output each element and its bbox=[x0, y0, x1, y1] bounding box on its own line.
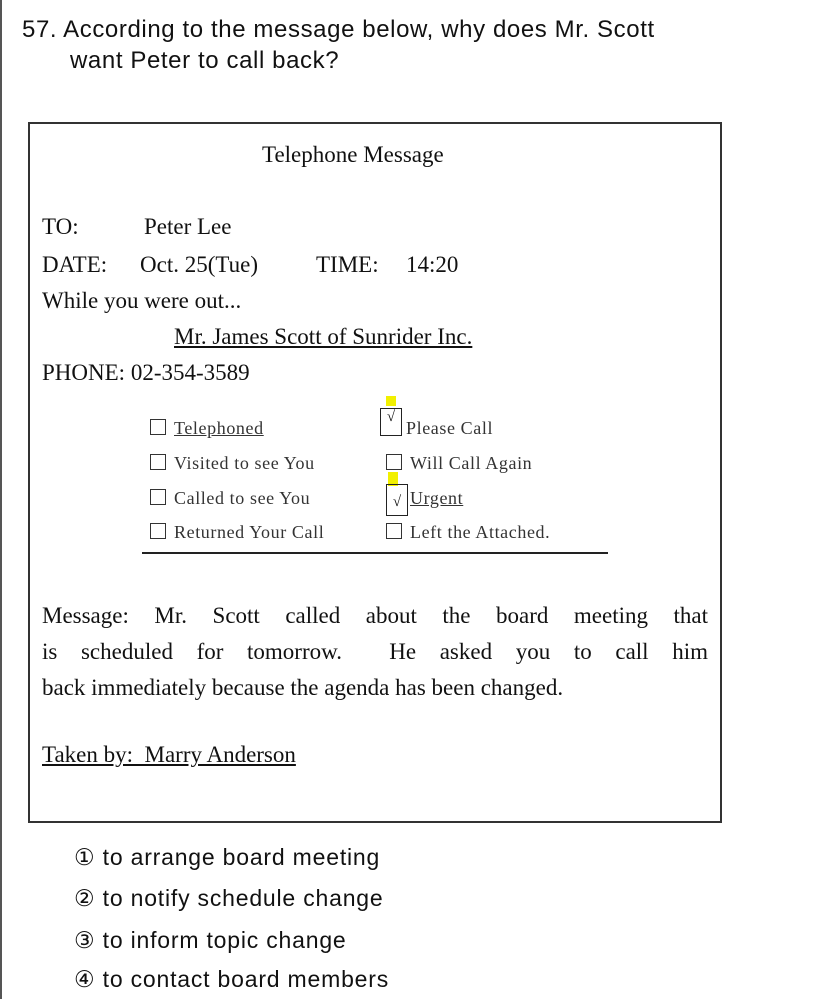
question-number: 57. bbox=[22, 16, 58, 43]
question bbox=[22, 14, 655, 76]
date-label: DATE: bbox=[42, 252, 108, 277]
telephone-message-box bbox=[28, 122, 722, 823]
option-4[interactable]: ④ to contact board members bbox=[74, 966, 390, 992]
checkbox-called-to-see[interactable]: Called to see You bbox=[150, 488, 310, 509]
time-label: TIME: bbox=[316, 252, 379, 277]
checkbox-please-call-checked[interactable]: √ bbox=[380, 408, 402, 436]
message-body: Message: Mr. Scott called about the board meeting that is scheduled for tomorrow. He asked you to call him back immediately because the agenda has been changed. bbox=[42, 603, 709, 700]
question-text-line2: want Peter to call back? bbox=[70, 47, 340, 74]
time-value: 14:20 bbox=[406, 252, 459, 277]
while-out-text: While you were out... bbox=[42, 288, 242, 313]
checkbox-will-call-again[interactable]: Will Call Again bbox=[386, 453, 532, 474]
date-value: Oct. 25(Tue) bbox=[140, 252, 258, 277]
option-2[interactable]: ② to notify schedule change bbox=[74, 885, 384, 911]
checkbox-returned-call[interactable]: Returned Your Call bbox=[150, 522, 324, 543]
checkbox-urgent-checked[interactable]: √ bbox=[386, 484, 408, 516]
checkbox-telephoned[interactable]: Telephoned bbox=[150, 418, 264, 439]
checkbox-label-urgent: Urgent bbox=[410, 488, 464, 508]
to-value: Peter Lee bbox=[144, 214, 232, 239]
page-border bbox=[0, 0, 2, 999]
phone: PHONE: 02-354-3589 bbox=[42, 360, 250, 385]
divider bbox=[142, 552, 608, 554]
highlight-mark bbox=[386, 396, 396, 406]
option-3[interactable]: ③ to inform topic change bbox=[74, 927, 347, 953]
to-label: TO: bbox=[42, 214, 79, 239]
checkbox-left-attached[interactable]: Left the Attached. bbox=[386, 522, 550, 543]
question-text-line1: According to the message below, why does Mr. Scott bbox=[63, 16, 655, 43]
caller: Mr. James Scott of Sunrider Inc. bbox=[174, 324, 473, 349]
option-1[interactable]: ① to arrange board meeting bbox=[74, 844, 381, 870]
message-title: Telephone Message bbox=[262, 142, 444, 167]
checkbox-label-please-call: Please Call bbox=[406, 418, 494, 438]
checkbox-visited[interactable]: Visited to see You bbox=[150, 453, 315, 474]
taken-by: Taken by: Marry Anderson bbox=[42, 742, 296, 767]
